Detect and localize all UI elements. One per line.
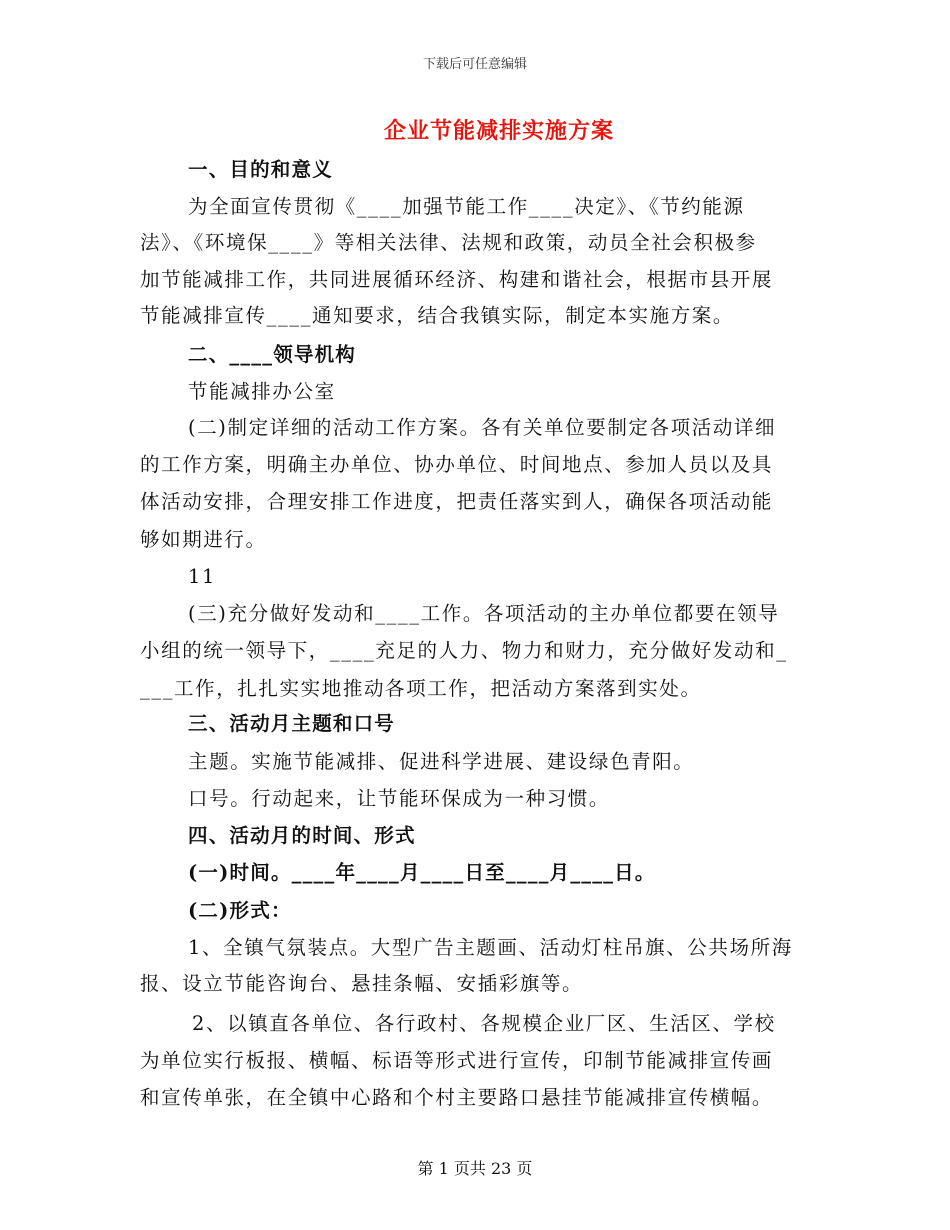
paragraph-line: 1、全镇气氛装点。大型广告主题画、活动灯柱吊旗、公共场所海 — [188, 936, 793, 959]
paragraph-line: 够如期进行。 — [140, 528, 267, 551]
paragraph-line: 为全面宣传贯彻《____加强节能工作____决定》、《节约能源 — [188, 195, 745, 218]
paragraph-line: 报、设立节能咨询台、悬挂条幅、安插彩旗等。 — [140, 972, 584, 995]
paragraph-line: 加节能减排工作，共同进展循环经济、构建和谐社会，根据市县开展 — [140, 268, 774, 291]
paragraph-line: 节能减排宣传____通知要求，结合我镇实际，制定本实施方案。 — [140, 304, 735, 327]
paragraph-line: 11 — [188, 565, 217, 588]
section-heading-3: 三、活动月主题和口号 — [188, 712, 396, 735]
page-header-note: 下载后可任意编辑 — [422, 57, 527, 72]
subsection-heading-form: (二)形式： — [188, 899, 292, 922]
paragraph-line: (二)制定详细的活动工作方案。各有关单位要制定各项活动详细 — [188, 416, 777, 439]
paragraph-line: 法》、《环境保____》等相关法律、法规和政策，动员全社会积极参 — [140, 231, 757, 254]
paragraph-line: 和宣传单张，在全镇中心路和个村主要路口悬挂节能减排宣传横幅。 — [140, 1086, 774, 1109]
section-heading-4: 四、活动月的时间、形式 — [188, 824, 416, 847]
section-heading-1: 一、目的和意义 — [188, 158, 333, 181]
paragraph-line: ___工作，扎扎实实地推动各项工作，把活动方案落到实处。 — [140, 677, 702, 700]
section-heading-2: 二、____领导机构 — [188, 343, 357, 366]
paragraph-line: 节能减排办公室 — [188, 380, 336, 403]
paragraph-line: 体活动安排，合理安排工作进度，把责任落实到人，确保各项活动能 — [140, 490, 774, 513]
paragraph-line: 主题。实施节能减排、促进科学进展、建设绿色青阳。 — [188, 750, 695, 773]
paragraph-line: (三)充分做好发动和____工作。各项活动的主办单位都要在领导 — [188, 602, 780, 625]
paragraph-line: 为单位实行板报、横幅、标语等形式进行宣传，印制节能减排宣传画 — [140, 1049, 774, 1072]
document-title: 企业节能减排实施方案 — [383, 118, 614, 144]
paragraph-line: 2、以镇直各单位、各行政村、各规模企业厂区、生活区、学校 — [192, 1012, 776, 1035]
paragraph-line: 小组的统一领导下，____充足的人力、物力和财力，充分做好发动和_ — [140, 639, 788, 662]
page-number-footer: 第 1 页共 23 页 — [417, 1159, 533, 1178]
paragraph-line: 口号。行动起来，让节能环保成为一种习惯。 — [188, 787, 611, 810]
subsection-heading-time: (一)时间。____年____月____日至____月____日。 — [188, 861, 656, 884]
paragraph-line: 的工作方案，明确主办单位、协办单位、时间地点、参加人员以及具 — [140, 453, 774, 476]
